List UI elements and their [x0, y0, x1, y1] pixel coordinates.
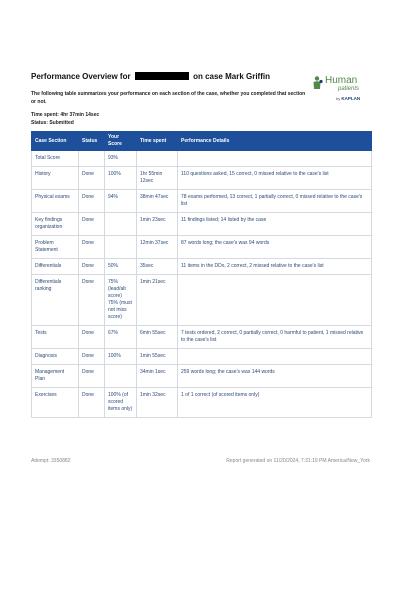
cell-score: 100% [105, 167, 137, 190]
cell-details: 110 questions asked, 15 correct, 0 missed relative to the case's list [178, 167, 372, 190]
cell-section: Total Score [32, 151, 79, 167]
cell-section: Differentials ranking [32, 275, 79, 326]
cell-status: Done [79, 190, 105, 213]
cell-details: 1 of 1 correct (of scored items only) [178, 388, 372, 418]
table-row [32, 326, 372, 349]
cell-time: 12min 37sec [137, 236, 178, 259]
cell-section: Key findings organization [32, 213, 79, 236]
cell-status: Done [79, 388, 105, 418]
cell-details: 87 words long; the case's was 94 words [178, 236, 372, 259]
cell-score [105, 213, 137, 236]
cell-score: 67% [105, 326, 137, 349]
logo-kaplan-text: KAPLAN [341, 96, 361, 101]
cell-score: 93% [105, 151, 137, 167]
time-spent: Time spent: 4hr 37min 14sec [31, 112, 100, 118]
cell-time: 35sec [137, 259, 178, 275]
report-description: The following table summarizes your performance on each section of the case, whether you completed that section or not. [31, 91, 306, 105]
cell-score: 100% (of scored items only) [105, 388, 137, 418]
table-row [32, 236, 372, 259]
cell-details: 11 findings listed; 14 listed by the case [178, 213, 372, 236]
cell-time: 6min 55sec [137, 326, 178, 349]
report-meta [31, 111, 99, 127]
column-header-score: Your Score [105, 132, 137, 151]
cell-section: History [32, 167, 79, 190]
submission-status: Status: Submitted [31, 120, 74, 126]
cell-time: 1min 23sec [137, 213, 178, 236]
table-row [32, 190, 372, 213]
report-generated: Report generated on 11/20/2024, 7:31:19 PM America/New_York [226, 458, 370, 464]
cell-score: 94% [105, 190, 137, 213]
cell-details: 78 exams performed, 13 correct, 1 partially correct, 0 missed relative to the case's list [178, 190, 372, 213]
cell-time [137, 151, 178, 167]
column-header-time: Time spent [137, 132, 178, 151]
table-row [32, 259, 372, 275]
logo-sub-text: patients [338, 86, 360, 92]
cell-details [178, 275, 372, 326]
cell-details: 7 tests ordered, 2 correct, 0 partially correct, 0 harmful to patient, 1 missed relative to the case's list [178, 326, 372, 349]
cell-status: Done [79, 213, 105, 236]
cell-section: Problem Statement [32, 236, 79, 259]
cell-section: Physical exams [32, 190, 79, 213]
cell-section: Exercises [32, 388, 79, 418]
column-header-section: Case Section [32, 132, 79, 151]
cell-status: Done [79, 236, 105, 259]
table-row [32, 151, 372, 167]
human-patients-logo-icon [312, 76, 324, 90]
cell-section: Differentials [32, 259, 79, 275]
cell-score: 50% [105, 259, 137, 275]
table-row [32, 388, 372, 418]
table-header-row [32, 132, 372, 151]
cell-status: Done [79, 259, 105, 275]
cell-details [178, 349, 372, 365]
cell-details: 259 words long; the case's was 144 words [178, 365, 372, 388]
logo-by-text: by [336, 96, 341, 101]
table-row [32, 365, 372, 388]
table-row [32, 349, 372, 365]
cell-status: Done [79, 349, 105, 365]
cell-section: Diagnosis [32, 349, 79, 365]
cell-status: Done [79, 365, 105, 388]
cell-time: 1min 32sec [137, 388, 178, 418]
logo-brand-text: Human [325, 75, 358, 86]
table-row [32, 275, 372, 326]
attempt-id: Attempt: 3350882 [31, 458, 71, 464]
cell-time: 1min 21sec [137, 275, 178, 326]
title-suffix: on case Mark Griffin [193, 72, 270, 81]
table-body [32, 151, 372, 418]
title-prefix: Performance Overview for [31, 72, 131, 81]
table-row [32, 213, 372, 236]
cell-status: Done [79, 167, 105, 190]
cell-score: 100% [105, 349, 137, 365]
logo-by-kaplan [336, 96, 360, 101]
report-title [31, 72, 270, 81]
cell-status: Done [79, 326, 105, 349]
column-header-status: Status [79, 132, 105, 151]
cell-details [178, 151, 372, 167]
human-patients-logo [312, 76, 372, 104]
cell-score [105, 365, 137, 388]
cell-details: 11 items in the DDx, 2 correct, 2 missed relative to the case's list [178, 259, 372, 275]
table-row [32, 167, 372, 190]
cell-time: 38min 47sec [137, 190, 178, 213]
cell-time: 1min 55sec [137, 349, 178, 365]
performance-table [31, 131, 372, 418]
cell-score: 75% (lead/alt score) 75% (must not miss score) [105, 275, 137, 326]
cell-status [79, 151, 105, 167]
cell-score [105, 236, 137, 259]
cell-section: Management Plan [32, 365, 79, 388]
redacted-student-name [135, 72, 189, 80]
cell-time: 1hr 55min 12sec [137, 167, 178, 190]
cell-status: Done [79, 275, 105, 326]
cell-time: 34min 1sec [137, 365, 178, 388]
column-header-details: Performance Details [178, 132, 372, 151]
cell-section: Tests [32, 326, 79, 349]
